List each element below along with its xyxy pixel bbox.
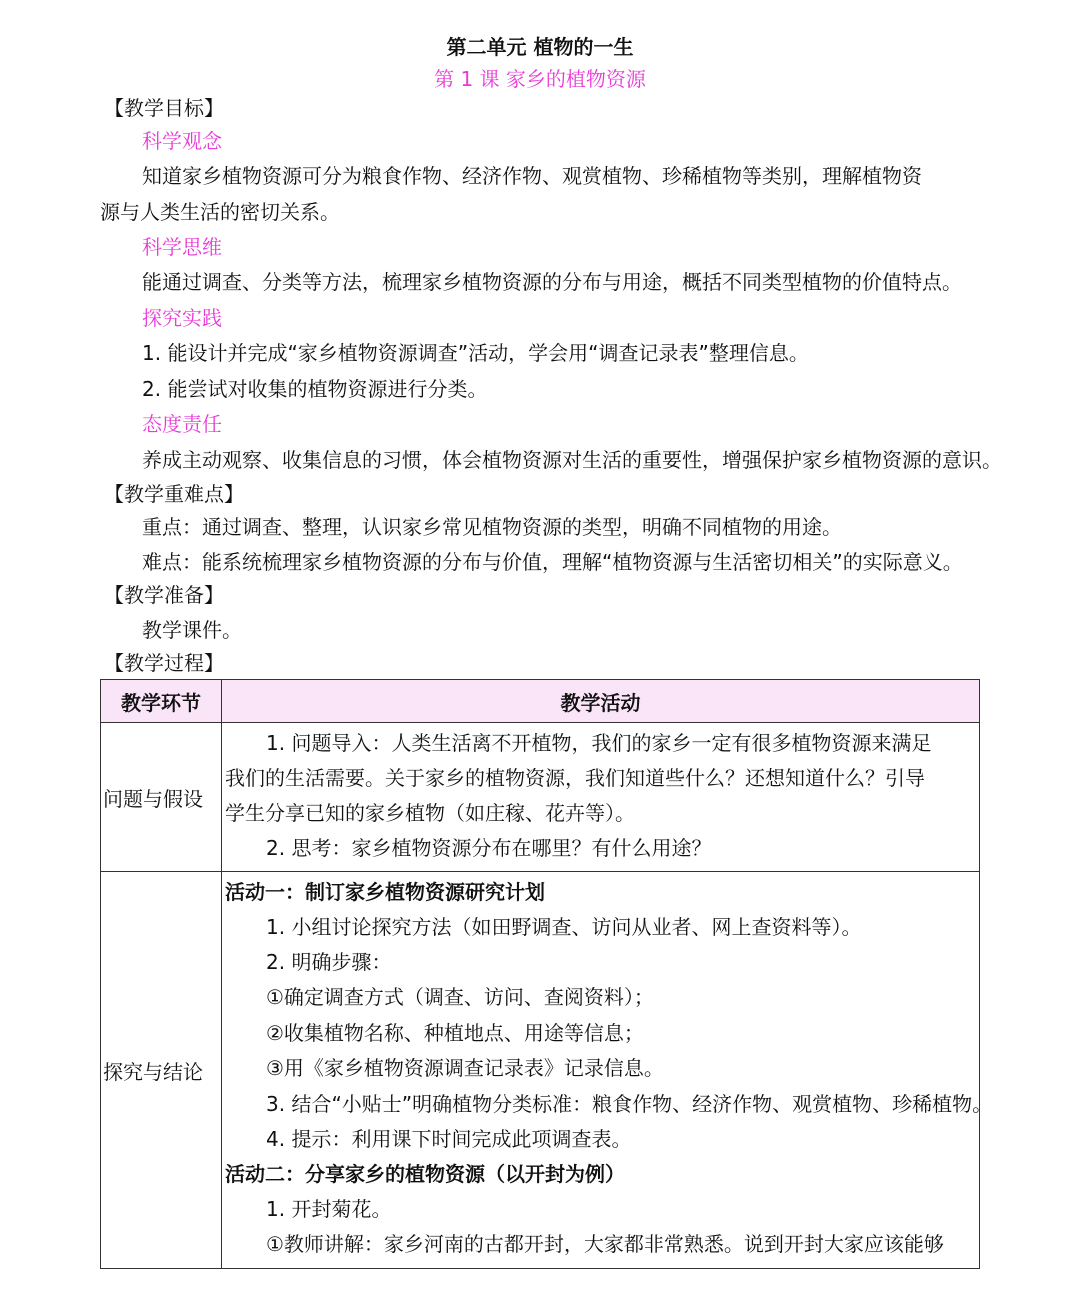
header-stage: 教学环节 <box>101 680 222 723</box>
activity2-line2: ①教师讲解：家乡河南的古都开封，大家都非常熟悉。说到开封大家应该能够 <box>266 1232 944 1256</box>
activity1-line2: 2. 明确步骤： <box>266 950 392 974</box>
table-header-row <box>101 680 980 723</box>
activity1-line6: 3. 结合“小贴士”明确植物分类标准：粮食作物、经济作物、观赏植物、珍稀植物。 <box>266 1092 993 1116</box>
thinking-text: 能通过调查、分类等方法，梳理家乡植物资源的分布与用途，概括不同类型植物的价值特点。 <box>142 270 962 294</box>
row1-line3: 学生分享已知的家乡植物（如庄稼、花卉等）。 <box>225 801 635 825</box>
keypoint-key: 重点：通过调查、整理，认识家乡常见植物资源的类型，明确不同植物的用途。 <box>142 515 842 539</box>
activity1-line7: 4. 提示：利用课下时间完成此项调查表。 <box>266 1127 632 1151</box>
attitude-label: 态度责任 <box>142 412 222 436</box>
preparation-heading: 【教学准备】 <box>104 583 224 607</box>
keypoints-heading: 【教学重难点】 <box>104 482 244 506</box>
practice-item-2: 2. 能尝试对收集的植物资源进行分类。 <box>142 377 488 401</box>
stage-cell <box>101 872 222 1269</box>
practice-item-1: 1. 能设计并完成“家乡植物资源调查”活动，学会用“调查记录表”整理信息。 <box>142 341 809 365</box>
activity-cell <box>222 872 993 1269</box>
activity1-line4: ②收集植物名称、种植地点、用途等信息； <box>266 1021 644 1045</box>
activity2-title: 活动二：分享家乡的植物资源（以开封为例） <box>225 1162 625 1186</box>
concept-text-line1: 知道家乡植物资源可分为粮食作物、经济作物、观赏植物、珍稀植物等类别，理解植物资 <box>142 164 922 188</box>
stage-cell <box>101 723 222 872</box>
table-row <box>101 723 980 872</box>
row1-line1: 1. 问题导入：人类生活离不开植物，我们的家乡一定有很多植物资源来满足 <box>266 731 932 755</box>
activity2-line1: 1. 开封菊花。 <box>266 1197 392 1221</box>
thinking-label: 科学思维 <box>142 235 222 259</box>
attitude-text: 养成主动观察、收集信息的习惯，体会植物资源对生活的重要性，增强保护家乡植物资源的意识。 <box>142 448 1002 472</box>
preparation-text: 教学课件。 <box>142 618 242 642</box>
concept-label: 科学观念 <box>142 129 222 153</box>
objectives-heading: 【教学目标】 <box>104 96 224 120</box>
concept-text-line2: 源与人类生活的密切关系。 <box>100 200 340 224</box>
practice-label: 探究实践 <box>142 306 222 330</box>
process-heading: 【教学过程】 <box>104 651 224 675</box>
unit-title: 第二单元 植物的一生 <box>446 35 634 59</box>
activity1-title: 活动一：制订家乡植物资源研究计划 <box>225 880 545 904</box>
activity1-line3: ①确定调查方式（调查、访问、查阅资料）； <box>266 985 654 1009</box>
lesson-title: 第 1 课 家乡的植物资源 <box>434 67 646 91</box>
row1-line2: 我们的生活需要。关于家乡的植物资源，我们知道些什么？还想知道什么？引导 <box>225 766 925 790</box>
row1-line4: 2. 思考：家乡植物资源分布在哪里？有什么用途？ <box>266 836 712 860</box>
keypoint-difficult: 难点：能系统梳理家乡植物资源的分布与价值，理解“植物资源与生活密切相关”的实际意义。 <box>142 550 963 574</box>
activity1-line1: 1. 小组讨论探究方法（如田野调查、访问从业者、网上查资料等）。 <box>266 915 862 939</box>
activity1-line5: ③用《家乡植物资源调查记录表》记录信息。 <box>266 1056 664 1080</box>
table-row <box>101 872 980 1269</box>
header-activity: 教学活动 <box>222 680 980 723</box>
activity-cell <box>222 723 980 872</box>
stage-label: 问题与假设 <box>103 786 203 811</box>
stage-label: 探究与结论 <box>103 1059 203 1084</box>
process-table <box>100 679 993 1269</box>
